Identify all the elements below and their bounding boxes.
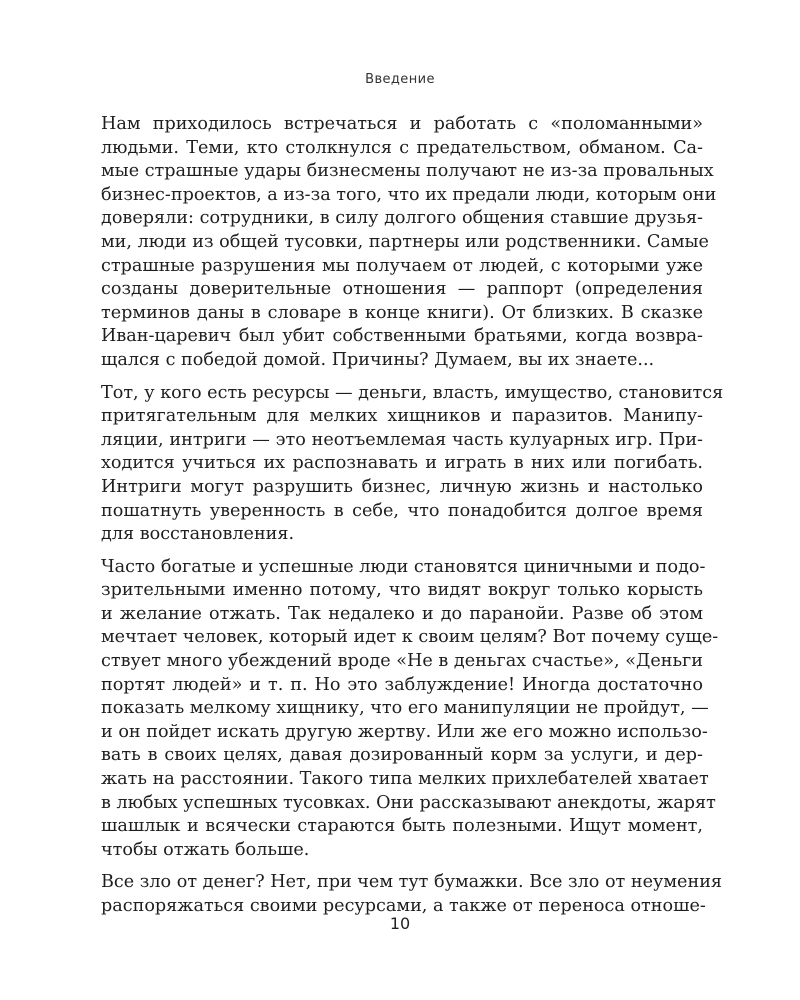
running-head-title: Введение: [365, 72, 435, 87]
text-line: страшные разрушения мы получаем от людей, с которыми уже: [101, 255, 703, 276]
text-line: для восстановления.: [101, 524, 295, 545]
text-line: ляции, интриги — это неотъемлемая часть кулуарных игр. При-: [101, 429, 703, 450]
text-line: пошатнуть уверенность в себе, что понадобится долгое время: [101, 500, 703, 521]
paragraph-2: [101, 382, 724, 547]
text-line: Часто богатые и успешные люди становятся циничными и подо-: [101, 556, 706, 577]
text-line: ходится учиться их распознавать и играть в них или погибать.: [101, 453, 703, 474]
text-line: мечтает человек, который идет к своим целям? Вот почему суще-: [101, 627, 719, 648]
text-line: в любых успешных тусовках. Они рассказывают анекдоты, жарят: [101, 792, 716, 813]
text-line: зрительными именно потому, что видят вокруг только корысть: [101, 580, 703, 601]
text-line: бизнес-проектов, а из-за того, что их предали люди, которым они: [101, 184, 717, 205]
text-line: ми, люди из общей тусовки, партнеры или родственники. Самые: [101, 231, 709, 252]
text-line: ствует много убеждений вроде «Не в деньгах счастье», «Деньги: [101, 651, 703, 672]
text-line: Нам приходилось встречаться и работать с «поломанными»: [101, 114, 703, 134]
body-text: [101, 113, 724, 928]
text-line: чтобы отжать больше.: [101, 839, 310, 860]
text-line: Все зло от денег? Нет, при чем тут бумажки. Все зло от неумения: [101, 872, 723, 893]
text-line: жать на расстоянии. Такого типа мелких прихлебателей хватает: [101, 769, 709, 790]
text-line: вать в своих целях, давая дозированный корм за услуги, и дер-: [101, 745, 703, 766]
text-line: Интриги могут разрушить бизнес, личную жизнь и настолько: [101, 476, 703, 497]
text-line: и желание отжать. Так недалеко и до паранойи. Разве об этом: [101, 603, 703, 624]
text-line: людьми. Теми, кто столкнулся с предательством, обманом. Са-: [101, 137, 703, 158]
paragraph-1: [101, 113, 717, 373]
text-line: шашлык и всячески стараются быть полезными. Ищут момент,: [101, 816, 703, 837]
text-line: портят людей» и т. п. Но это заблуждение! Иногда достаточно: [101, 674, 703, 695]
paragraph-3: [101, 556, 719, 863]
text-line: притягательным для мелких хищников и паразитов. Манипу-: [101, 406, 703, 427]
text-line: щался с победой домой. Причины? Думаем, вы их знаете...: [101, 349, 655, 370]
text-line: Тот, у кого есть ресурсы — деньги, власть, имущество, становится: [101, 382, 724, 403]
text-line: показать мелкому хищнику, что его манипуляции не пройдут, —: [101, 698, 709, 719]
text-line: созданы доверительные отношения — раппорт (определения: [101, 279, 703, 300]
text-line: распоряжаться своими ресурсами, а также от переноса отноше-: [101, 896, 706, 916]
page-number: 10: [389, 914, 411, 933]
text-line: доверяли: сотрудники, в силу долгого общения ставшие друзья-: [101, 208, 703, 229]
text-line: и он пойдет искать другую жертву. Или же его можно использо-: [101, 721, 708, 742]
paragraph-4: [101, 871, 723, 918]
text-line: терминов даны в словаре в конце книги). От близких. В сказке: [101, 302, 703, 323]
text-line: Иван-царевич был убит собственными братьями, когда возвра-: [101, 326, 703, 347]
text-line: мые страшные удары бизнесмены получают не из-за провальных: [101, 161, 714, 182]
